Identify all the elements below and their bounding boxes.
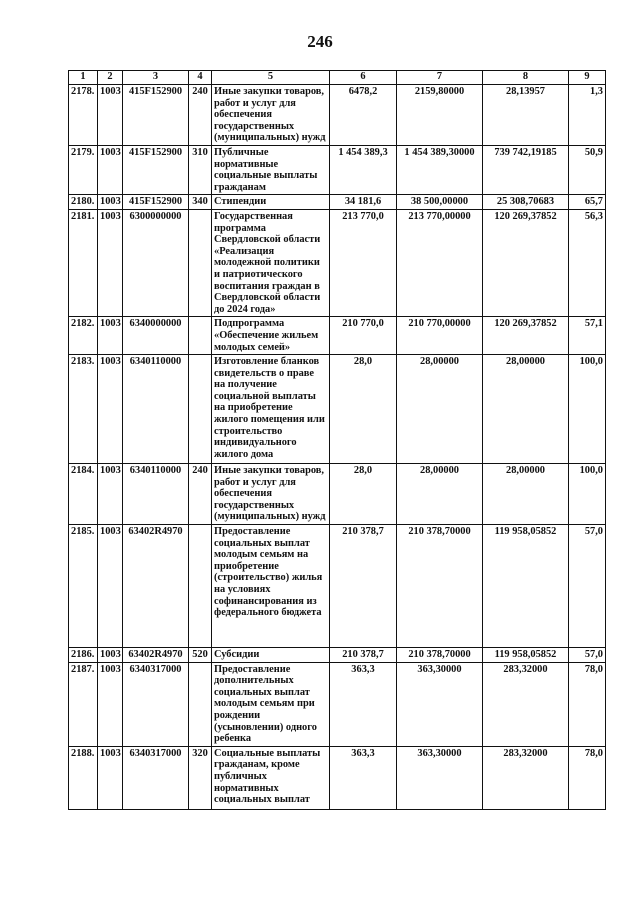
table-row: [69, 85, 606, 146]
section-code: 1003: [98, 195, 123, 210]
section-code: 1003: [98, 648, 123, 663]
header-col-8: 8: [483, 71, 569, 85]
table-row: [69, 317, 606, 355]
budget-table: [68, 70, 606, 810]
section-code: 1003: [98, 355, 123, 464]
row-number: 2185.: [69, 525, 98, 648]
approved-amount: 213 770,0: [330, 209, 397, 316]
row-number: 2187.: [69, 662, 98, 746]
executed-amount: 28,00000: [483, 355, 569, 464]
item-name: Предоставление дополнительных социальных выплат молодым семьям при рождении (усыновлении) одного ребенка: [212, 662, 330, 746]
expense-type: 310: [189, 146, 212, 195]
section-code: 1003: [98, 662, 123, 746]
table-row: [69, 662, 606, 746]
approved-amount: 34 181,6: [330, 195, 397, 210]
expense-type: [189, 317, 212, 355]
expense-type: [189, 525, 212, 648]
approved-amount: 1 454 389,3: [330, 146, 397, 195]
target-code: 6340000000: [123, 317, 189, 355]
executed-amount: 119 958,05852: [483, 648, 569, 663]
item-name: Публичные нормативные социальные выплаты гражданам: [212, 146, 330, 195]
executed-amount: 28,13957: [483, 85, 569, 146]
execution-percent: 100,0: [569, 355, 606, 464]
target-code: 6340317000: [123, 662, 189, 746]
target-code: 6340110000: [123, 464, 189, 525]
expense-type: 520: [189, 648, 212, 663]
expense-type: [189, 662, 212, 746]
table-row: [69, 525, 606, 648]
page-number: 246: [307, 32, 333, 51]
executed-amount: 25 308,70683: [483, 195, 569, 210]
target-code: 415F152900: [123, 146, 189, 195]
approved-amount: 6478,2: [330, 85, 397, 146]
section-code: 1003: [98, 85, 123, 146]
expense-type: 320: [189, 746, 212, 809]
item-name: Стипендии: [212, 195, 330, 210]
executed-amount: 119 958,05852: [483, 525, 569, 648]
expense-type: [189, 355, 212, 464]
execution-percent: 57,1: [569, 317, 606, 355]
item-name: Социальные выплаты гражданам, кроме публичных нормативных социальных выплат: [212, 746, 330, 809]
target-code: 63402R4970: [123, 525, 189, 648]
item-name: Изготовление бланков свидетельств о праве на получение социальной выплаты на приобретение жилого помещения или строительство индивидуального жилого дома: [212, 355, 330, 464]
planned-amount: 28,00000: [397, 355, 483, 464]
target-code: 415F152900: [123, 195, 189, 210]
table-row: [69, 195, 606, 210]
approved-amount: 210 378,7: [330, 648, 397, 663]
planned-amount: 1 454 389,30000: [397, 146, 483, 195]
planned-amount: 210 770,00000: [397, 317, 483, 355]
planned-amount: 2159,80000: [397, 85, 483, 146]
expense-type: 240: [189, 464, 212, 525]
section-code: 1003: [98, 525, 123, 648]
row-number: 2186.: [69, 648, 98, 663]
executed-amount: 283,32000: [483, 746, 569, 809]
expense-type: 340: [189, 195, 212, 210]
item-name: Предоставление социальных выплат молодым семьям на приобретение (строительство) жилья на условиях софинансирования из федерального бюджета: [212, 525, 330, 648]
section-code: 1003: [98, 146, 123, 195]
target-code: 6300000000: [123, 209, 189, 316]
planned-amount: 38 500,00000: [397, 195, 483, 210]
item-name: Иные закупки товаров, работ и услуг для обеспечения государственных (муниципальных) нужд: [212, 85, 330, 146]
approved-amount: 363,3: [330, 662, 397, 746]
header-col-7: 7: [397, 71, 483, 85]
execution-percent: 1,3: [569, 85, 606, 146]
planned-amount: 210 378,70000: [397, 648, 483, 663]
executed-amount: 283,32000: [483, 662, 569, 746]
header-col-5: 5: [212, 71, 330, 85]
planned-amount: 213 770,00000: [397, 209, 483, 316]
expense-type: [189, 209, 212, 316]
approved-amount: 210 378,7: [330, 525, 397, 648]
planned-amount: 28,00000: [397, 464, 483, 525]
section-code: 1003: [98, 464, 123, 525]
executed-amount: 739 742,19185: [483, 146, 569, 195]
target-code: 63402R4970: [123, 648, 189, 663]
item-name: Подпрограмма «Обеспечение жильем молодых семей»: [212, 317, 330, 355]
execution-percent: 56,3: [569, 209, 606, 316]
approved-amount: 28,0: [330, 355, 397, 464]
table-row: [69, 209, 606, 316]
header-col-9: 9: [569, 71, 606, 85]
row-number: 2182.: [69, 317, 98, 355]
execution-percent: 57,0: [569, 648, 606, 663]
table-row: [69, 355, 606, 464]
header-col-1: 1: [69, 71, 98, 85]
item-name: Субсидии: [212, 648, 330, 663]
row-number: 2184.: [69, 464, 98, 525]
section-code: 1003: [98, 209, 123, 316]
table-row: [69, 648, 606, 663]
target-code: 6340317000: [123, 746, 189, 809]
approved-amount: 363,3: [330, 746, 397, 809]
approved-amount: 210 770,0: [330, 317, 397, 355]
section-code: 1003: [98, 746, 123, 809]
execution-percent: 100,0: [569, 464, 606, 525]
executed-amount: 120 269,37852: [483, 317, 569, 355]
planned-amount: 363,30000: [397, 746, 483, 809]
row-number: 2180.: [69, 195, 98, 210]
target-code: 415F152900: [123, 85, 189, 146]
planned-amount: 363,30000: [397, 662, 483, 746]
expense-type: 240: [189, 85, 212, 146]
table-row: [69, 746, 606, 809]
header-col-6: 6: [330, 71, 397, 85]
target-code: 6340110000: [123, 355, 189, 464]
executed-amount: 120 269,37852: [483, 209, 569, 316]
header-col-2: 2: [98, 71, 123, 85]
row-number: 2183.: [69, 355, 98, 464]
execution-percent: 78,0: [569, 746, 606, 809]
execution-percent: 57,0: [569, 525, 606, 648]
executed-amount: 28,00000: [483, 464, 569, 525]
execution-percent: 50,9: [569, 146, 606, 195]
execution-percent: 78,0: [569, 662, 606, 746]
item-name: Государственная программа Свердловской области «Реализация молодежной политики и патриотического воспитания граждан в Свердловской области до 2024 года»: [212, 209, 330, 316]
row-number: 2188.: [69, 746, 98, 809]
header-col-3: 3: [123, 71, 189, 85]
table-row: [69, 146, 606, 195]
row-number: 2179.: [69, 146, 98, 195]
table-row: [69, 464, 606, 525]
row-number: 2178.: [69, 85, 98, 146]
row-number: 2181.: [69, 209, 98, 316]
planned-amount: 210 378,70000: [397, 525, 483, 648]
table-header-row: [69, 71, 606, 85]
header-col-4: 4: [189, 71, 212, 85]
section-code: 1003: [98, 317, 123, 355]
execution-percent: 65,7: [569, 195, 606, 210]
item-name: Иные закупки товаров, работ и услуг для обеспечения государственных (муниципальных) нужд: [212, 464, 330, 525]
approved-amount: 28,0: [330, 464, 397, 525]
